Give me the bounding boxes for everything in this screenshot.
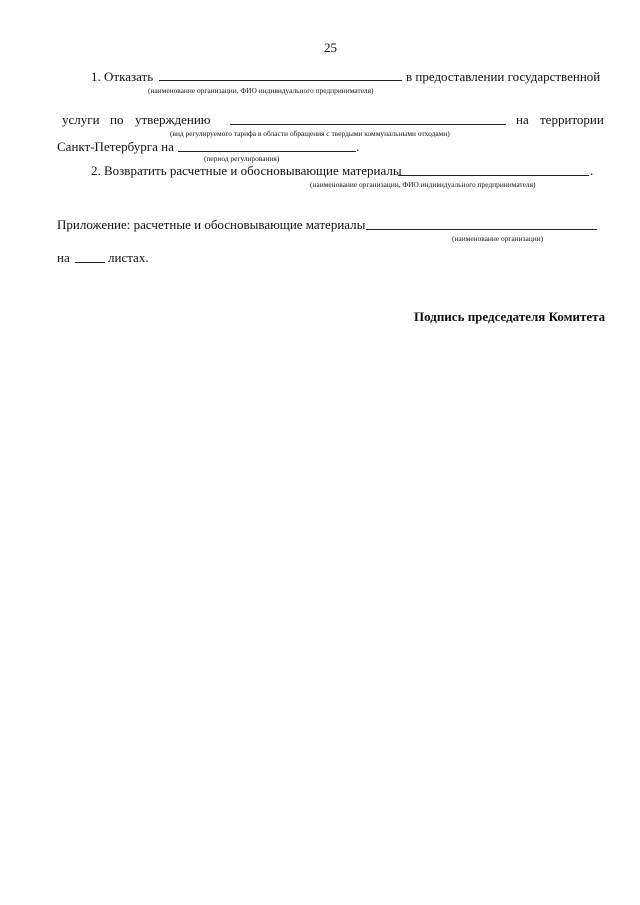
item1-suffix: в предоставлении государственной — [406, 69, 601, 84]
item1-tariff-hint: (вид регулируемого тарифа в области обращения с твердыми коммунальными отходами) — [170, 129, 450, 138]
item1-period-blank[interactable] — [178, 151, 356, 152]
item1-prefix: 1. Отказать — [91, 69, 154, 84]
attachment-prefix: Приложение: расчетные и обосновывающие материалы — [57, 217, 366, 232]
attachment-sheets-na: на — [57, 250, 70, 265]
item2-dot: . — [590, 163, 594, 178]
item1-word-po: по — [110, 112, 124, 127]
attachment-org-hint: (наименование организации) — [452, 234, 544, 243]
item1-word-territory: территории — [540, 112, 604, 127]
item1-spb-prefix: Санкт-Петербурга на — [57, 139, 174, 154]
item1-period-dot: . — [356, 139, 360, 154]
item1-word-approval: утверждению — [135, 112, 211, 127]
attachment-sheets-suffix: листах. — [108, 250, 149, 265]
attachment-sheets-blank[interactable] — [75, 262, 105, 263]
item2-org-hint: (наименование организации, ФИО индивидуального предпринимателя) — [310, 180, 536, 189]
item1-period-hint: (период регулирования) — [204, 154, 280, 163]
signature-label: Подпись председателя Комитета — [414, 309, 606, 324]
page-number: 25 — [324, 40, 337, 55]
item1-word-services: услуги — [62, 112, 100, 127]
item1-word-na: на — [516, 112, 529, 127]
item2-prefix: 2. Возвратить расчетные и обосновывающие материалы — [91, 163, 402, 178]
item1-org-hint: (наименование организации, ФИО индивидуального предпринимателя) — [148, 86, 374, 95]
item1-org-blank[interactable] — [159, 80, 402, 81]
attachment-org-blank[interactable] — [366, 229, 597, 230]
item1-tariff-blank[interactable] — [230, 124, 506, 125]
item2-org-blank[interactable] — [398, 175, 589, 176]
